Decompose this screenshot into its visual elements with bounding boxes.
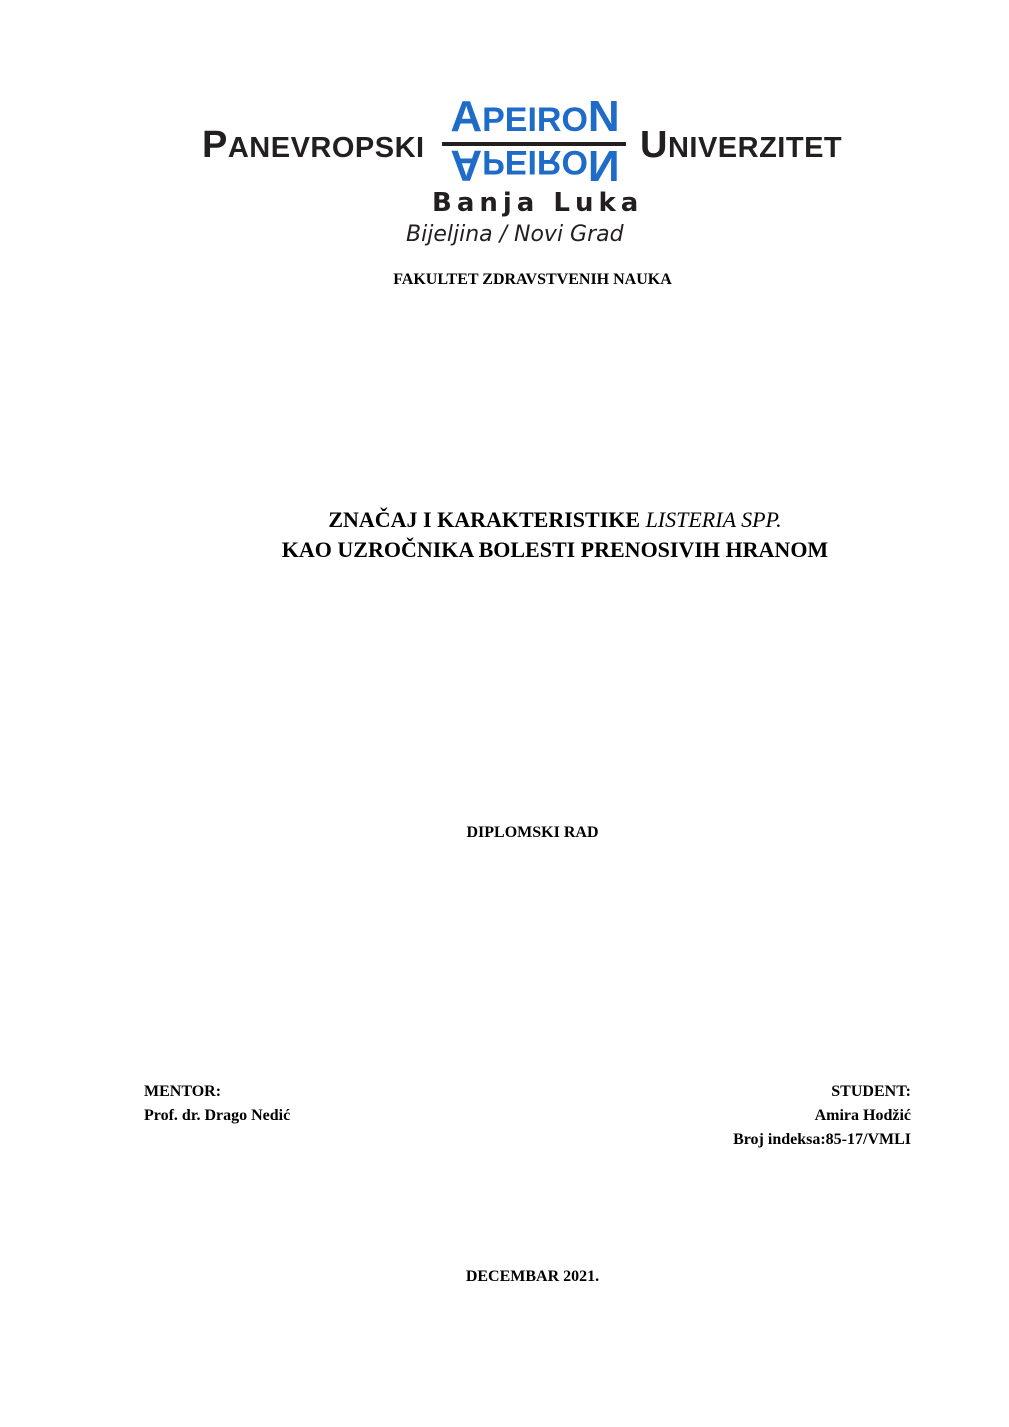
student-block [733, 1080, 911, 1152]
apeiron-logo-mirror: APEIRON [450, 141, 620, 190]
faculty-name: FAKULTET ZDRAVSTVENIH NAUKA [393, 271, 672, 288]
mentor-name: Prof. dr. Drago Nedić [144, 1107, 291, 1124]
title-line-2: KAO UZROČNIKA BOLESTI PRENOSIVIH HRANOM [281, 537, 829, 562]
thesis-type: DIPLOMSKI RAD [466, 824, 599, 841]
title-italic: LISTERIA SPP. [645, 507, 782, 532]
university-name-right: UNIVERZITET [640, 124, 843, 166]
logo-city: Banja Luka [432, 188, 644, 218]
mentor-label: MENTOR: [144, 1083, 222, 1100]
university-name-left: PANEVROPSKI [202, 124, 425, 166]
thesis-title [175, 505, 935, 565]
thesis-date: DECEMBAR 2021. [465, 1268, 600, 1285]
student-label: STUDENT: [831, 1083, 911, 1100]
student-index: Broj indeksa:85-17/VMLI [733, 1131, 911, 1148]
title-line-1: ZNAČAJ I KARAKTERISTIKE LISTERIA SPP. [328, 507, 782, 532]
logo-branches: Bijeljina / Novi Grad [406, 222, 624, 247]
apeiron-logo: APEIRON [450, 92, 620, 141]
mentor-block [144, 1080, 290, 1128]
student-name: Amira Hodžić [814, 1107, 911, 1124]
